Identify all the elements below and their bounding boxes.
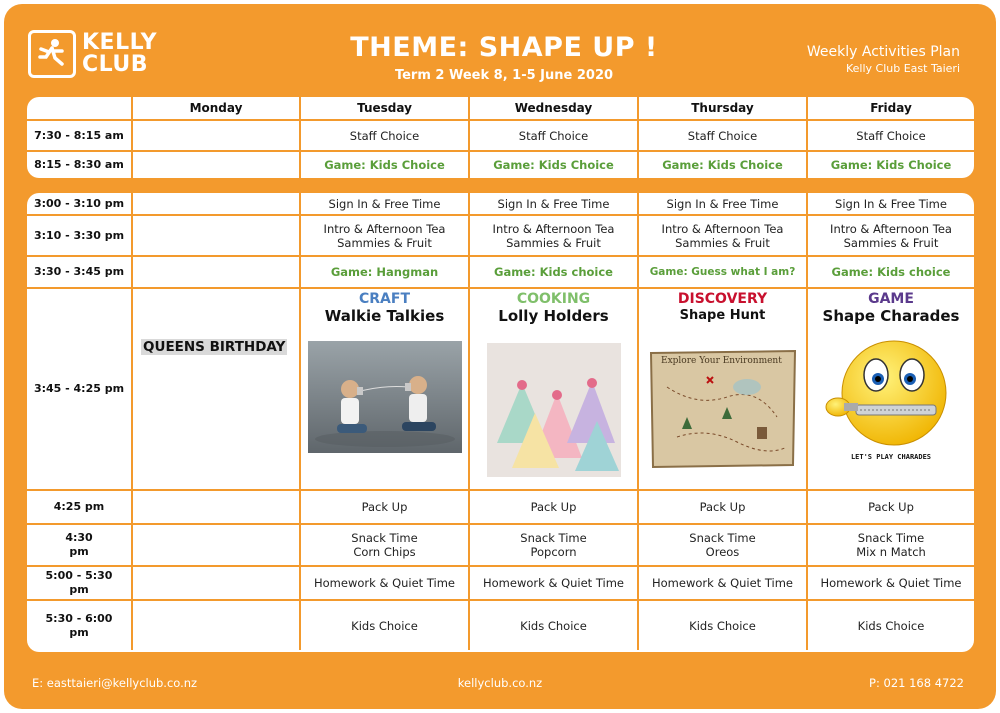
tea-line-1: Intro & Afternoon Tea	[492, 221, 615, 236]
plan-label: Weekly Activities Plan	[806, 44, 960, 60]
craft-activity-cell	[300, 288, 469, 490]
schedule-cell: Kids Choice	[638, 600, 807, 650]
tea-line-2: Sammies & Fruit	[337, 235, 432, 250]
time-line-2: pm	[69, 625, 89, 639]
time-cell: 3:00 - 3:10 pm	[27, 193, 132, 215]
game-cell: Game: Kids Choice	[300, 151, 469, 178]
schedule-cell	[469, 524, 638, 566]
club-name: Kelly Club East Taieri	[845, 62, 960, 75]
time-line-2: pm	[69, 545, 89, 558]
activity-name: Lolly Holders	[498, 307, 609, 325]
game-cell: Game: Kids choice	[807, 256, 974, 288]
table-row	[27, 566, 974, 600]
logo-line-1: KELLY	[82, 30, 158, 55]
schedule-cell: Staff Choice	[469, 120, 638, 151]
schedule-cell	[469, 215, 638, 256]
day-header-tuesday: Tuesday	[300, 97, 469, 120]
corner-cell	[27, 97, 132, 120]
footer-website: kellyclub.co.nz	[457, 676, 543, 690]
time-cell: 4:25 pm	[27, 490, 132, 524]
schedule-cell: Homework & Quiet Time	[300, 566, 469, 600]
schedule-cell: Pack Up	[469, 490, 638, 524]
time-line-1: 5:30 - 6:00	[45, 611, 113, 625]
table-row	[27, 524, 974, 566]
schedule-cell: Sign In & Free Time	[807, 193, 974, 215]
discovery-activity-cell	[638, 288, 807, 490]
schedule-cell: Homework & Quiet Time	[469, 566, 638, 600]
schedule-cell	[132, 193, 300, 215]
snack-food: Corn Chips	[353, 545, 416, 559]
snack-food: Oreos	[705, 545, 740, 559]
table-row	[27, 120, 974, 151]
schedule-cell	[638, 215, 807, 256]
zipped-mouth-emoji-image	[816, 335, 966, 465]
kelly-club-logo	[28, 30, 157, 78]
page-subtitle: Term 2 Week 8, 1-5 June 2020	[394, 68, 614, 83]
time-cell: 3:10 - 3:30 pm	[27, 215, 132, 256]
monday-activity-cell	[132, 288, 300, 490]
schedule-cell: Staff Choice	[300, 120, 469, 151]
time-cell	[27, 566, 132, 600]
schedule-cell	[132, 120, 300, 151]
day-header-monday: Monday	[132, 97, 300, 120]
time-cell	[27, 600, 132, 650]
table-row	[27, 600, 974, 650]
schedule-cell: Kids Choice	[807, 600, 974, 650]
tea-line-1: Intro & Afternoon Tea	[661, 221, 784, 236]
table-row	[27, 193, 974, 215]
holiday-label: QUEENS BIRTHDAY	[143, 339, 286, 355]
time-line-1: 4:30	[65, 531, 93, 544]
time-cell: 8:15 - 8:30 am	[27, 151, 132, 178]
schedule-cell	[638, 524, 807, 566]
table-row	[27, 256, 974, 288]
page-title: THEME: SHAPE UP !	[350, 32, 658, 63]
snack-label: Snack Time	[351, 531, 418, 545]
activity-name: Shape Charades	[822, 307, 960, 325]
table-row	[27, 215, 974, 256]
schedule-cell: Staff Choice	[807, 120, 974, 151]
logo-line-2: CLUB	[82, 52, 149, 77]
day-header-thursday: Thursday	[638, 97, 807, 120]
schedule-cell	[132, 490, 300, 524]
afternoon-schedule-table	[27, 193, 974, 652]
footer-email: E: easttaieri@kellyclub.co.nz	[32, 676, 198, 690]
schedule-cell: Pack Up	[638, 490, 807, 524]
schedule-cell: Staff Choice	[638, 120, 807, 151]
tea-line-1: Intro & Afternoon Tea	[830, 221, 952, 236]
schedule-cell: Kids Choice	[469, 600, 638, 650]
schedule-cell	[300, 524, 469, 566]
schedule-cell: Pack Up	[300, 490, 469, 524]
tea-line-2: Sammies & Fruit	[675, 235, 770, 250]
tea-line-1: Intro & Afternoon Tea	[323, 221, 446, 236]
game-cell: Game: Kids Choice	[638, 151, 807, 178]
schedule-cell	[132, 215, 300, 256]
time-cell: 7:30 - 8:15 am	[27, 120, 132, 151]
emoji-caption: LET'S PLAY CHARADES	[850, 453, 932, 461]
schedule-cell	[132, 524, 300, 566]
lolly-holders-image	[487, 343, 621, 477]
schedule-cell	[132, 151, 300, 178]
footer-phone: P: 021 168 4722	[869, 676, 964, 690]
game-cell: Game: Kids Choice	[807, 151, 974, 178]
table-row	[27, 490, 974, 524]
snack-label: Snack Time	[857, 531, 925, 545]
treasure-map-image	[647, 347, 799, 471]
snack-label: Snack Time	[689, 531, 756, 545]
schedule-cell	[807, 524, 974, 566]
tea-line-2: Sammies & Fruit	[843, 235, 939, 250]
day-header-row	[27, 97, 974, 120]
day-header-friday: Friday	[807, 97, 974, 120]
activity-name: Walkie Talkies	[324, 307, 445, 325]
schedule-cell: Sign In & Free Time	[638, 193, 807, 215]
schedule-cell	[132, 566, 300, 600]
schedule-cell	[132, 600, 300, 650]
activity-category: CRAFT	[358, 291, 410, 307]
activity-category: DISCOVERY	[677, 291, 768, 307]
game-cell: Game: Kids Choice	[469, 151, 638, 178]
schedule-cell: Pack Up	[807, 490, 974, 524]
schedule-cell: Sign In & Free Time	[300, 193, 469, 215]
children-tin-can-phone-image	[308, 341, 462, 453]
schedule-cell: Homework & Quiet Time	[807, 566, 974, 600]
snack-food: Mix n Match	[856, 545, 926, 559]
runner-icon	[28, 30, 76, 78]
time-line-1: 5:00 - 5:30	[45, 569, 113, 582]
activity-category: COOKING	[516, 291, 591, 307]
time-cell: 3:30 - 3:45 pm	[27, 256, 132, 288]
snack-label: Snack Time	[520, 531, 587, 545]
activity-name: Shape Hunt	[679, 308, 766, 323]
game-cell: Game: Hangman	[300, 256, 469, 288]
schedule-cell: Homework & Quiet Time	[638, 566, 807, 600]
day-header-wednesday: Wednesday	[469, 97, 638, 120]
morning-schedule-table	[27, 97, 974, 178]
snack-food: Popcorn	[530, 545, 577, 559]
time-cell: 3:45 - 4:25 pm	[27, 288, 132, 490]
game-cell: Game: Kids choice	[469, 256, 638, 288]
tea-line-2: Sammies & Fruit	[506, 235, 601, 250]
cooking-activity-cell	[469, 288, 638, 490]
schedule-cell: Sign In & Free Time	[469, 193, 638, 215]
map-caption: Explore Your Environment	[660, 356, 782, 366]
game-activity-cell	[807, 288, 974, 490]
time-line-2: pm	[69, 583, 89, 596]
game-cell: Game: Guess what I am?	[638, 256, 807, 288]
activity-category: GAME	[868, 291, 914, 307]
schedule-cell	[300, 215, 469, 256]
activity-row	[27, 288, 974, 490]
table-row	[27, 151, 974, 178]
schedule-cell: Kids Choice	[300, 600, 469, 650]
schedule-cell	[807, 215, 974, 256]
time-cell	[27, 524, 132, 566]
schedule-cell	[132, 256, 300, 288]
